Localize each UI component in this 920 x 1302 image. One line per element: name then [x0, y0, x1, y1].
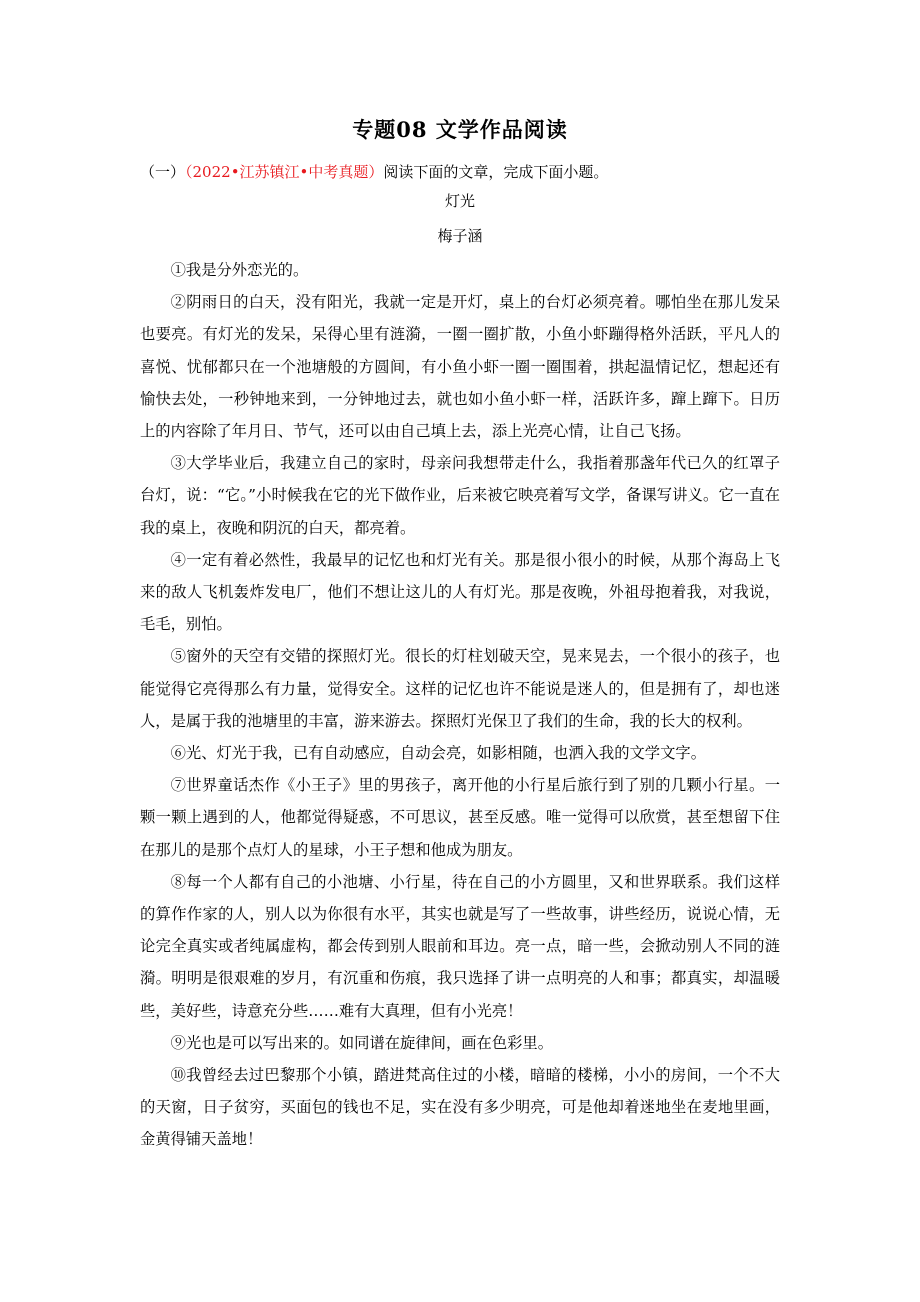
essay-author: 梅子涵 — [437, 227, 483, 245]
paragraph: ⑩我曾经去过巴黎那个小镇，踏进梵高住过的小楼，暗暗的楼梯，小小的房间，一个不大的天窗，日子贫穷，买面包的钱也不足，实在没有多少明亮，可是他却着迷地坐在麦地里画，金黄得铺天盖地！ — [140, 1066, 780, 1149]
section-number: （一） — [140, 163, 186, 181]
instruction-text: 阅读下面的文章，完成下面小题。 — [383, 163, 609, 181]
paragraph: ⑦世界童话杰作《小王子》里的男孩子，离开他的小行星后旅行到了别的几颗小行星。一颗一颗上遇到的人，他都觉得疑惑，不可思议，甚至反感。唯一觉得可以欣赏，甚至想留下住在那儿的是那个点灯人的星球，小王子想和他成为朋友。 — [140, 776, 780, 859]
paragraph: ⑧每一个人都有自己的小池塘、小行星，待在自己的小方圆里，又和世界联系。我们这样的算作作家的人，别人以为你很有水平，其实也就是写了一些故事，讲些经历，说说心情，无论完全真实或者纯属虚构，都会传到别人眼前和耳边。亮一点，暗一些，会掀动别人不同的涟漪。明明是很艰难的岁月，有沉重和伤痕，我只选择了讲一点明亮的人和事；都真实，却温暖些，美好些，诗意充分些……难有大真理，但有小光亮！ — [140, 872, 780, 1020]
essay-body — [140, 254, 780, 1156]
page-title: 专题08 文学作品阅读 — [352, 117, 568, 142]
paragraph: ①我是分外恋光的。 — [170, 261, 309, 279]
paragraph: ⑥光、灯光于我，已有自动感应，自动会亮，如影相随，也洒入我的文学文字。 — [170, 744, 706, 763]
paragraph: ④一定有着必然性，我最早的记忆也和灯光有关。那是很小很小的时候，从那个海岛上飞来的敌人飞机轰炸发电厂，他们不想让这儿的人有灯光。那是夜晚，外祖母抱着我，对我说，毛毛，别怕。 — [140, 550, 780, 634]
source-tag: （2022•江苏镇江•中考真题） — [185, 163, 384, 181]
paragraph: ⑨光也是可以写出来的。如同谱在旋律间，画在色彩里。 — [170, 1033, 554, 1052]
question-intro — [140, 160, 790, 184]
paragraph: ②阴雨日的白天，没有阳光，我就一定是开灯，桌上的台灯必须亮着。哪怕坐在那儿发呆也要亮。有灯光的发呆，呆得心里有涟漪，一圈一圈扩散，小鱼小虾蹦得格外活跃，平凡人的喜悦、忧郁都只在一个池塘般的方圆间，有小鱼小虾一圈一圈围着，拱起温情记忆，想起还有愉快去处，一秒钟地来到，一分钟地过去，就也如小鱼小虾一样，活跃许多，蹿上蹿下。日历上的内容除了年月日、节气，还可以由自己填上去，添上光亮心情，让自己飞扬。 — [140, 293, 780, 441]
essay-title: 灯光 — [444, 192, 475, 210]
paragraph: ⑤窗外的天空有交错的探照灯光。很长的灯柱划破天空，晃来晃去，一个很小的孩子，也能觉得它亮得那么有力量，觉得安全。这样的记忆也许不能说是迷人的，但是拥有了，却也迷人，是属于我的池塘里的丰富，游来游去。探照灯光保卫了我们的生命，我的长大的权利。 — [140, 647, 780, 730]
paragraph: ③大学毕业后，我建立自己的家时，母亲问我想带走什么，我指着那盏年代已久的红罩子台灯，说：“它。”小时候我在它的光下做作业，后来被它映亮着写文学，备课写讲义。它一直在我的桌上，夜晚和阴沉的白天，都亮着。 — [140, 454, 780, 537]
